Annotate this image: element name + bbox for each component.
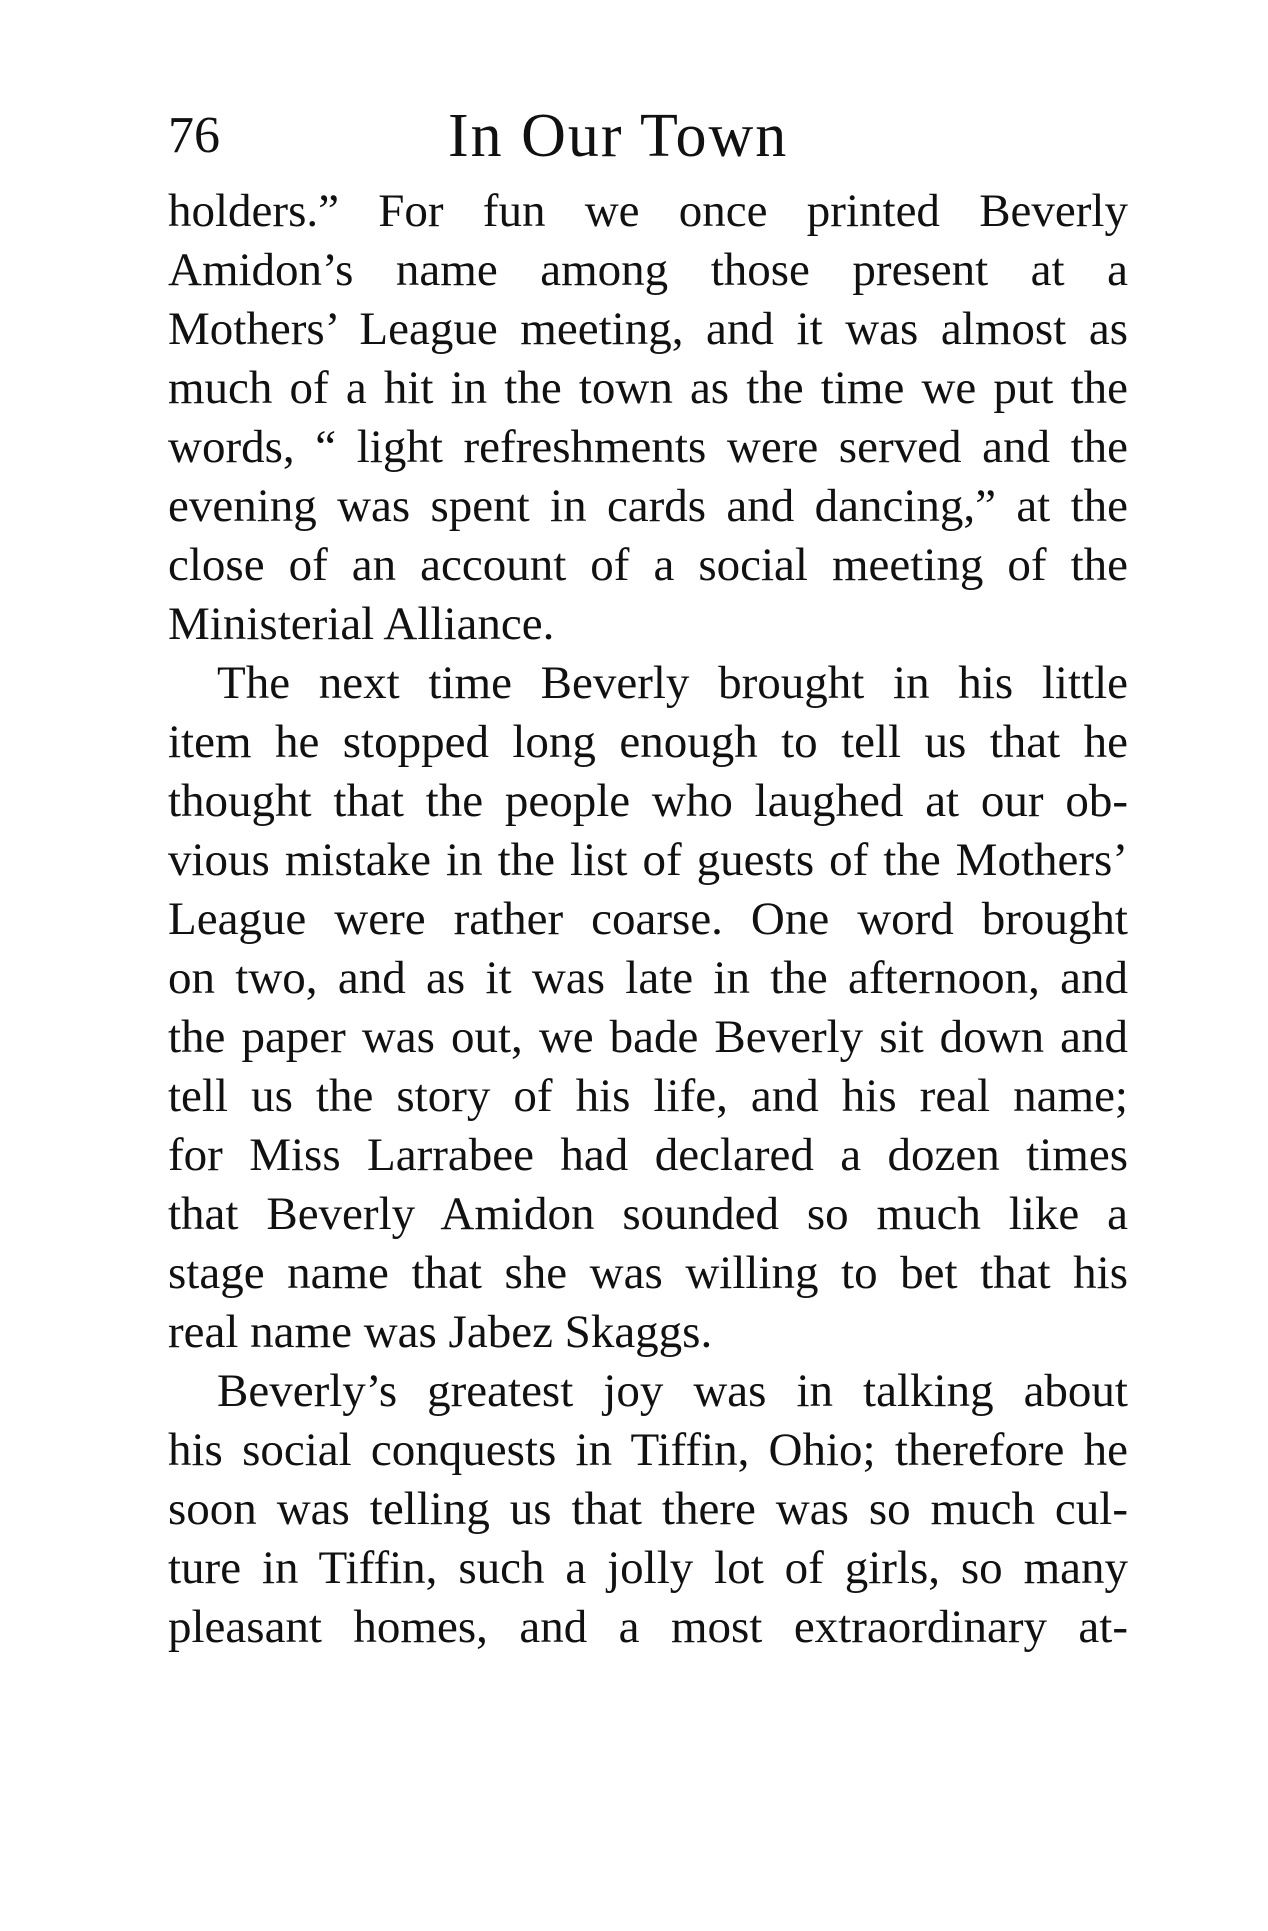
running-head	[168, 98, 1128, 174]
text-line: stage name that she was willing to bet that his	[168, 1247, 1128, 1299]
text-line: Ministerial Alliance.	[168, 598, 555, 650]
text-line: evening was spent in cards and dancing,” at the	[168, 480, 1128, 532]
text-line: holders.” For fun we once printed Beverly	[168, 185, 1128, 237]
text-line: Amidon’s name among those present at a	[168, 244, 1128, 296]
text-line: the paper was out, we bade Beverly sit down and	[168, 1011, 1128, 1063]
text-line: thought that the people who laughed at our ob-	[168, 775, 1128, 827]
text-line: Mothers’ League meeting, and it was almost as	[168, 303, 1128, 355]
text-line: real name was Jabez Skaggs.	[168, 1306, 713, 1358]
text-line: for Miss Larrabee had declared a dozen times	[168, 1129, 1128, 1181]
text-line: on two, and as it was late in the afternoon, and	[168, 952, 1128, 1004]
text-line: soon was telling us that there was so much cul-	[168, 1483, 1128, 1535]
text-line: Beverly’s greatest joy was in talking about	[217, 1365, 1128, 1417]
paragraph-1	[168, 182, 1128, 654]
text-line: tell us the story of his life, and his real name;	[168, 1070, 1128, 1122]
text-line: vious mistake in the list of guests of the Mothers’	[168, 834, 1128, 886]
text-line: that Beverly Amidon sounded so much like a	[168, 1188, 1128, 1240]
text-line: League were rather coarse. One word brought	[168, 893, 1128, 945]
running-title: In Our Town	[448, 102, 789, 170]
text-line: item he stopped long enough to tell us that he	[168, 716, 1128, 768]
text-line: his social conquests in Tiffin, Ohio; therefore he	[168, 1424, 1128, 1476]
text-line: The next time Beverly brought in his little	[217, 657, 1128, 709]
page-number: 76	[168, 107, 220, 164]
text-line: pleasant homes, and a most extraordinary at-	[168, 1601, 1128, 1653]
text-line: ture in Tiffin, such a jolly lot of girls, so many	[168, 1542, 1128, 1594]
paragraph-2	[168, 654, 1128, 1362]
text-line: words, “ light refreshments were served and the	[168, 421, 1128, 473]
paragraph-3	[168, 1362, 1128, 1657]
body-text	[168, 182, 1128, 1657]
text-line: close of an account of a social meeting of the	[168, 539, 1128, 591]
text-line: much of a hit in the town as the time we put the	[168, 362, 1128, 414]
